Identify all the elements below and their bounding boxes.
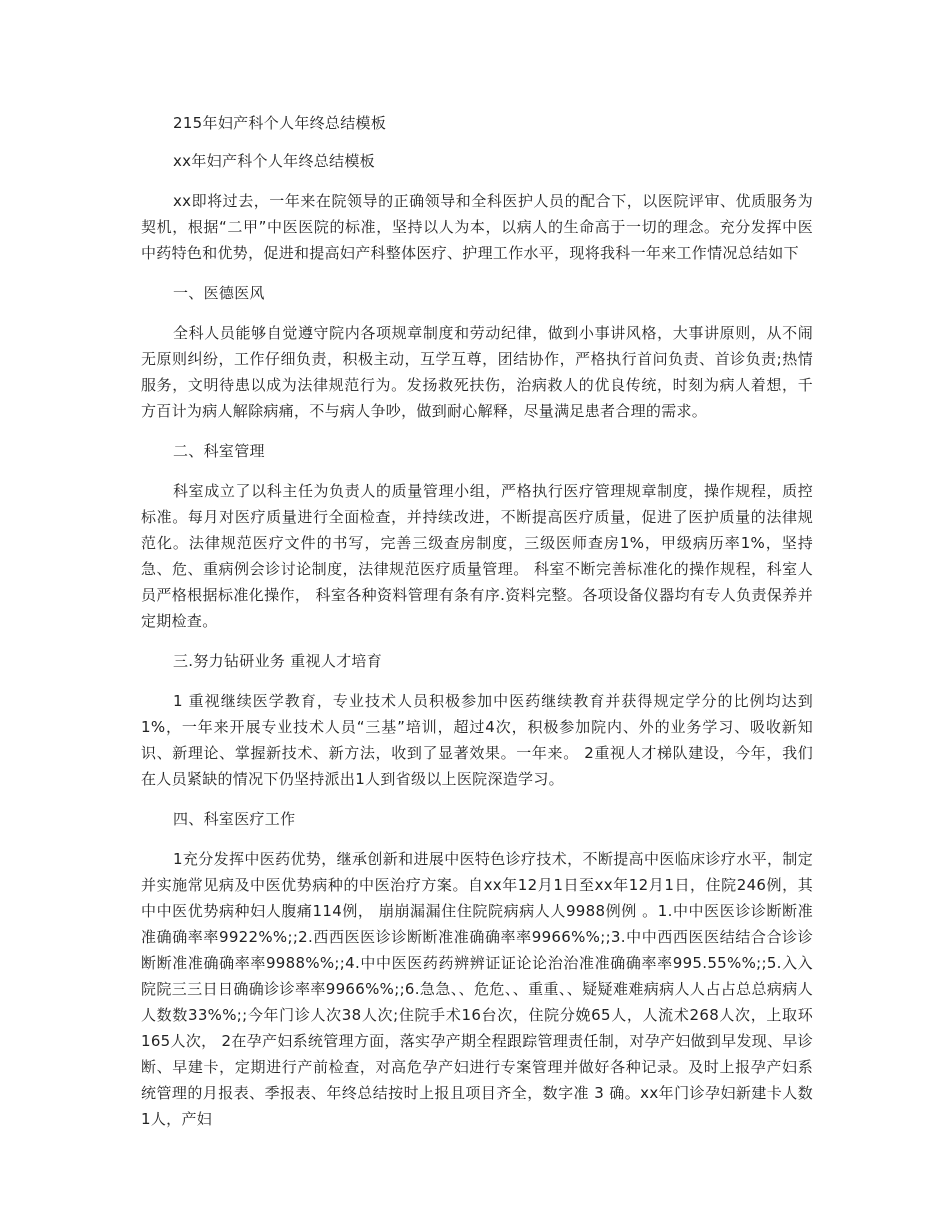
section-body-medical-work: 1充分发挥中医药优势，继承创新和进展中医特色诊疗技术，不断提高中医临床诊疗水平，制定并实施常见病及中医优势病种的中医治疗方案。自xx年12月1日至xx年12月1日，住院246例，其中中医优势病种妇人腹痛114例， 崩崩漏漏住住院院病病人人9988例例 。1.中中医医诊诊断断准准确确率率9922%%;;2.西西医医诊诊断断准准确确率率9966%%;;3.中中西西医医结结合合诊诊断断准准确确率率9988%%;;4.中中医医药药辨辨证证论论治治准准确确率率995.55%%;;5.入入院院三三日日确确诊诊率率9966%%;;6.急急、、危危、、重重、、疑疑难难病病人人占占总总病病人人数数33%%;;今年门诊人次38人次;住院手术16台次，住院分娩65人，人流术268人次，上取环165人次， 2在孕产妇系统管理方面，落实孕产期全程跟踪管理责任制，对孕产妇做到早发现、早诊断、早建卡，定期进行产前检查，对高危孕产妇进行专案管理并做好各种记录。及时上报孕产妇系统管理的月报表、季报表、年终总结按时上报且项目齐全，数字准 3 确。xx年门诊孕妇新建卡人数1人，产妇 xyxy=(141,850,813,1128)
section-body-department-management: 科室成立了以科主任为负责人的质量管理小组，严格执行医疗管理规章制度，操作规程，质控标准。每月对医疗质量进行全面检查，并持续改进，不断提高医疗质量，促进了医护质量的法律规范化。法律规范医疗文件的书写，完善三级查房制度，三级医师查房1%，甲级病历率1%，坚持急、危、重病例会诊讨论制度，法律规范医疗质量管理。 科室不断完善标准化的操作规程，科室人员严格根据标准化操作， 科室各种资料管理有条有序.资料完整。各项设备仪器均有专人负责保养并定期检查。 xyxy=(141,482,813,630)
section-heading-department-management: 二、科室管理 xyxy=(173,442,265,460)
section-body-medical-ethics: 全科人员能够自觉遵守院内各项规章制度和劳动纪律，做到小事讲风格，大事讲原则，从不闹无原则纠纷，工作仔细负责，积极主动，互学互尊，团结协作，严格执行首问负责、首诊负责;热情服务，文明待患以成为法律规范行为。发扬救死扶伤，治病救人的优良传统，时刻为病人着想，千方百计为病人解除病痛，不与病人争吵，做到耐心解释，尽量满足患者合理的需求。 xyxy=(141,324,813,420)
document-page xyxy=(141,110,813,1146)
section-heading-medical-work: 四、科室医疗工作 xyxy=(173,810,296,828)
document-title-1: 215年妇产科个人年终总结模板 xyxy=(173,114,387,132)
document-title-2: xx年妇产科个人年终总结模板 xyxy=(173,152,375,170)
section-heading-medical-ethics: 一、医德医风 xyxy=(173,284,265,302)
section-body-talent-training: 1 重视继续医学教育，专业技术人员积极参加中医药继续教育并获得规定学分的比例均达到1%，一年来开展专业技术人员“三基”培训，超过4次，积极参加院内、外的业务学习、吸收新知识、新理论、掌握新技术、新方法，收到了显著效果。一年来。 2重视人才梯队建设，今年，我们在人员紧缺的情况下仍坚持派出1人到省级以上医院深造学习。 xyxy=(141,692,813,788)
section-heading-talent-training: 三.努力钻研业务 重视人才培育 xyxy=(173,652,383,670)
intro-paragraph: xx即将过去，一年来在院领导的正确领导和全科医护人员的配合下，以医院评审、优质服务为契机，根据“二甲”中医医院的标准，坚持以人为本，以病人的生命高于一切的理念。充分发挥中医中药特色和优势，促进和提高妇产科整体医疗、护理工作水平，现将我科一年来工作情况总结如下 xyxy=(141,192,813,262)
